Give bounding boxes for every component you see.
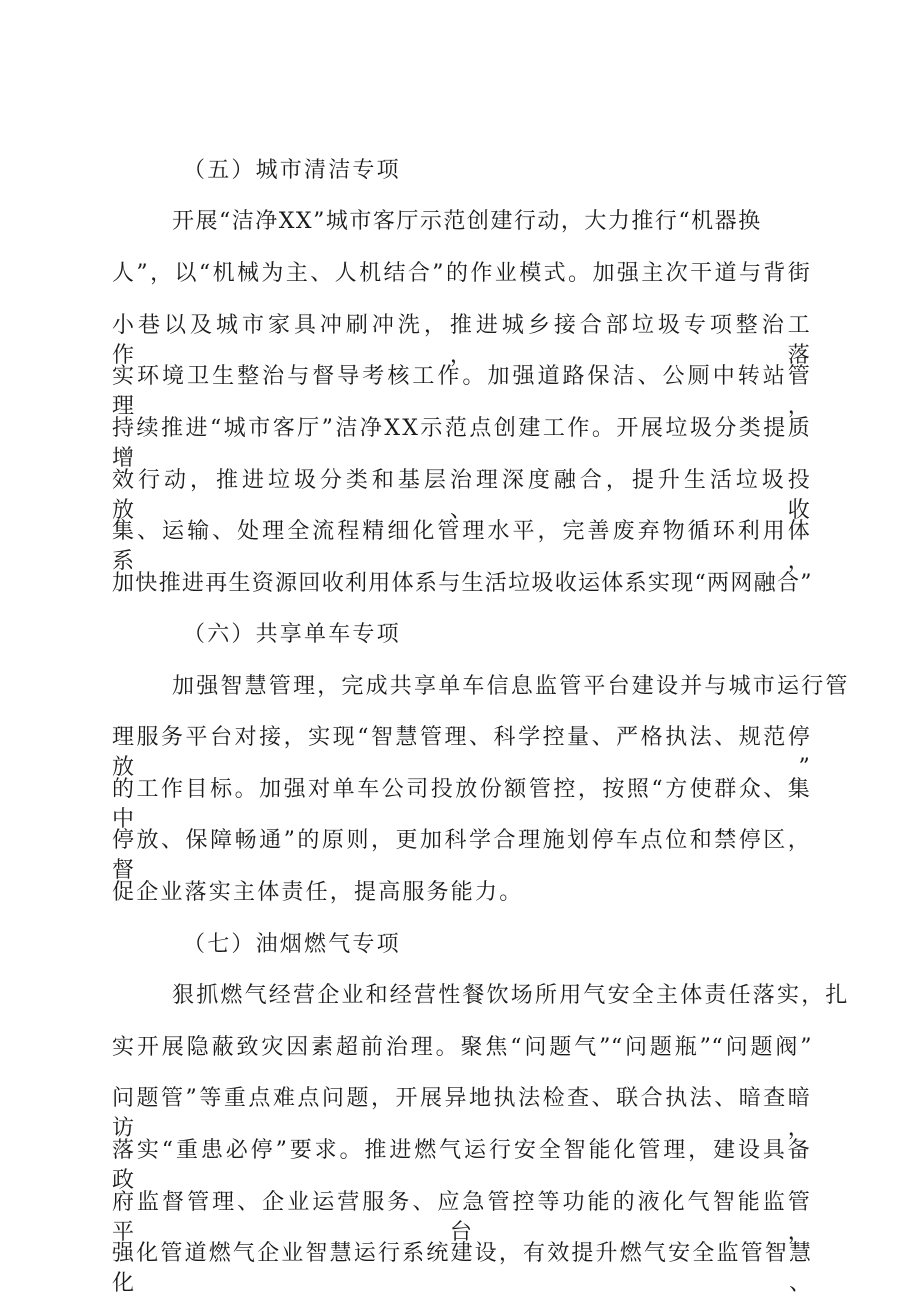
paragraph-line: 落实“重患必停”要求。推进燃气运行安全智能化管理，建设具备政 — [112, 1138, 812, 1193]
section-heading-6: （六）共享单车专项 — [183, 622, 401, 647]
paragraph-line: 持续推进“城市客厅”洁净XX示范点创建工作。开展垃圾分类提质增 — [112, 416, 812, 471]
paragraph-line: 实环境卫生整治与督导考核工作。加强道路保洁、公厕中转站管理， — [112, 364, 812, 419]
paragraph-line: 效行动，推进垃圾分类和基层治理深度融合，提升生活垃圾投放、收 — [112, 468, 812, 523]
paragraph-line: 开展“洁净XX”城市客厅示范创建行动，大力推行“机器换 — [172, 209, 762, 234]
section-heading-7: （七）油烟燃气专项 — [183, 932, 401, 957]
paragraph-line: 加快推进再生资源回收利用体系与生活垃圾收运体系实现“两网融合” — [112, 571, 812, 596]
paragraph-line: 集、运输、处理全流程精细化管理水平，完善废弃物循环利用体系， — [112, 519, 812, 574]
paragraph-line: 理服务平台对接，实现“智慧管理、科学控量、严格执法、规范停放” — [112, 725, 812, 780]
paragraph-line: 问题管”等重点难点问题，开展异地执法检查、联合执法、暗查暗访， — [112, 1086, 812, 1141]
paragraph-line: 强化管道燃气企业智慧运行系统建设，有效提升燃气安全监管智慧化、 — [112, 1241, 812, 1296]
paragraph-line: 狠抓燃气经营企业和经营性餐饮场所用气安全主体责任落实，扎 — [172, 983, 850, 1008]
section-heading-5: （五）城市清洁专项 — [183, 158, 401, 183]
paragraph-line: 小巷以及城市家具冲刷冲洗，推进城乡接合部垃圾专项整治工作，落 — [112, 313, 812, 368]
paragraph-line: 加强智慧管理，完成共享单车信息监管平台建设并与城市运行管 — [172, 674, 850, 699]
paragraph-line: 促企业落实主体责任，提高服务能力。 — [112, 880, 524, 905]
paragraph-line: 府监督管理、企业运营服务、应急管控等功能的液化气智能监管平台， — [112, 1190, 812, 1245]
paragraph-line: 实开展隐蔽致灾因素超前治理。聚焦“问题气”“问题瓶”“问题阀” — [112, 1035, 812, 1060]
paragraph-line: 的工作目标。加强对单车公司投放份额管控，按照“方使群众、集中 — [112, 777, 812, 832]
paragraph-line: 人”，以“机械为主、人机结合”的作业模式。加强主次干道与背街 — [112, 261, 812, 286]
paragraph-line: 停放、保障畅通”的原则，更加科学合理施划停车点位和禁停区，督 — [112, 828, 812, 883]
